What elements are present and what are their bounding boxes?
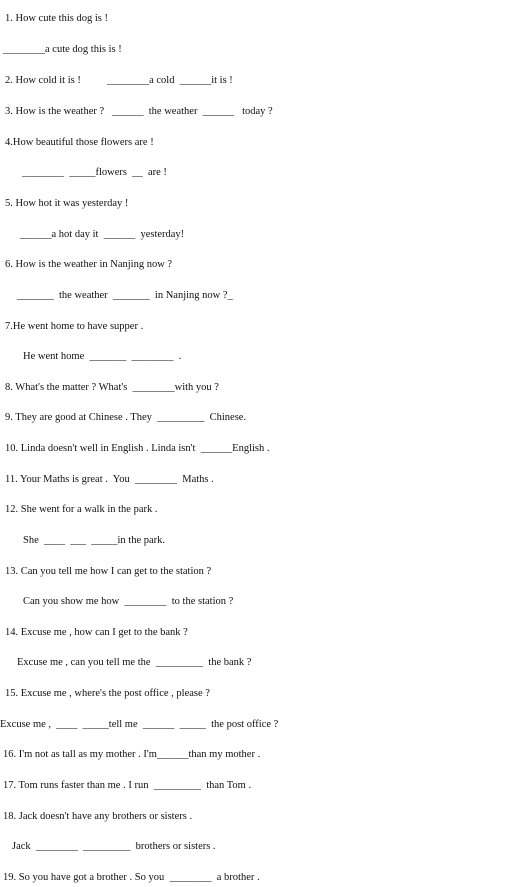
q14-answer-line: Excuse me , can you tell me the _________ the bank ? bbox=[17, 657, 252, 668]
q10-line: 10. Linda doesn't well in English . Linda isn't ______English . bbox=[5, 443, 270, 454]
q12-prompt: 12. She went for a walk in the park . bbox=[5, 504, 158, 515]
q5-prompt: 5. How hot it was yesterday ! bbox=[5, 198, 129, 209]
q12-answer-line: She ____ ___ _____in the park. bbox=[23, 535, 166, 546]
q7-answer-line: He went home _______ ________ . bbox=[23, 351, 182, 362]
q6-prompt: 6. How is the weather in Nanjing now ? bbox=[5, 259, 173, 270]
q7-prompt: 7.He went home to have supper . bbox=[5, 321, 144, 332]
q1-answer-line: ________a cute dog this is ! bbox=[3, 44, 122, 55]
q8-line: 8. What's the matter ? What's ________with you ? bbox=[5, 382, 219, 393]
q18-answer-line: Jack ________ _________ brothers or sisters . bbox=[12, 841, 216, 852]
q11-line: 11. Your Maths is great . You ________ Maths . bbox=[5, 474, 214, 485]
q19-line: 19. So you have got a brother . So you ________ a brother . bbox=[3, 872, 260, 883]
q15-prompt: 15. Excuse me , where's the post office , please ? bbox=[5, 688, 210, 699]
q16-line: 16. I'm not as tall as my mother . I'm______than my mother . bbox=[3, 749, 261, 760]
q5-answer-line: ______a hot day it ______ yesterday! bbox=[20, 229, 185, 240]
q4-prompt: 4.How beautiful those flowers are ! bbox=[5, 137, 154, 148]
q6-answer-line: _______ the weather _______ in Nanjing now ?_ bbox=[17, 290, 233, 301]
q1-prompt: 1. How cute this dog is ! bbox=[5, 13, 108, 24]
q4-answer-line: ________ _____flowers __ are ! bbox=[22, 167, 167, 178]
q13-answer-line: Can you show me how ________ to the station ? bbox=[23, 596, 234, 607]
q13-prompt: 13. Can you tell me how I can get to the station ? bbox=[5, 566, 212, 577]
q18-prompt: 18. Jack doesn't have any brothers or sisters . bbox=[3, 811, 193, 822]
q2-line: 2. How cold it is ! ________a cold ______it is ! bbox=[5, 75, 233, 86]
q14-prompt: 14. Excuse me , how can I get to the bank ? bbox=[5, 627, 188, 638]
q3-line: 3. How is the weather ? ______ the weather ______ today ? bbox=[5, 106, 273, 117]
q9-line: 9. They are good at Chinese . They _________ Chinese. bbox=[5, 412, 247, 423]
q15-answer-line: Excuse me , ____ _____tell me ______ _____ the post office ? bbox=[0, 719, 279, 730]
q17-line: 17. Tom runs faster than me . I run _________ than Tom . bbox=[3, 780, 252, 791]
